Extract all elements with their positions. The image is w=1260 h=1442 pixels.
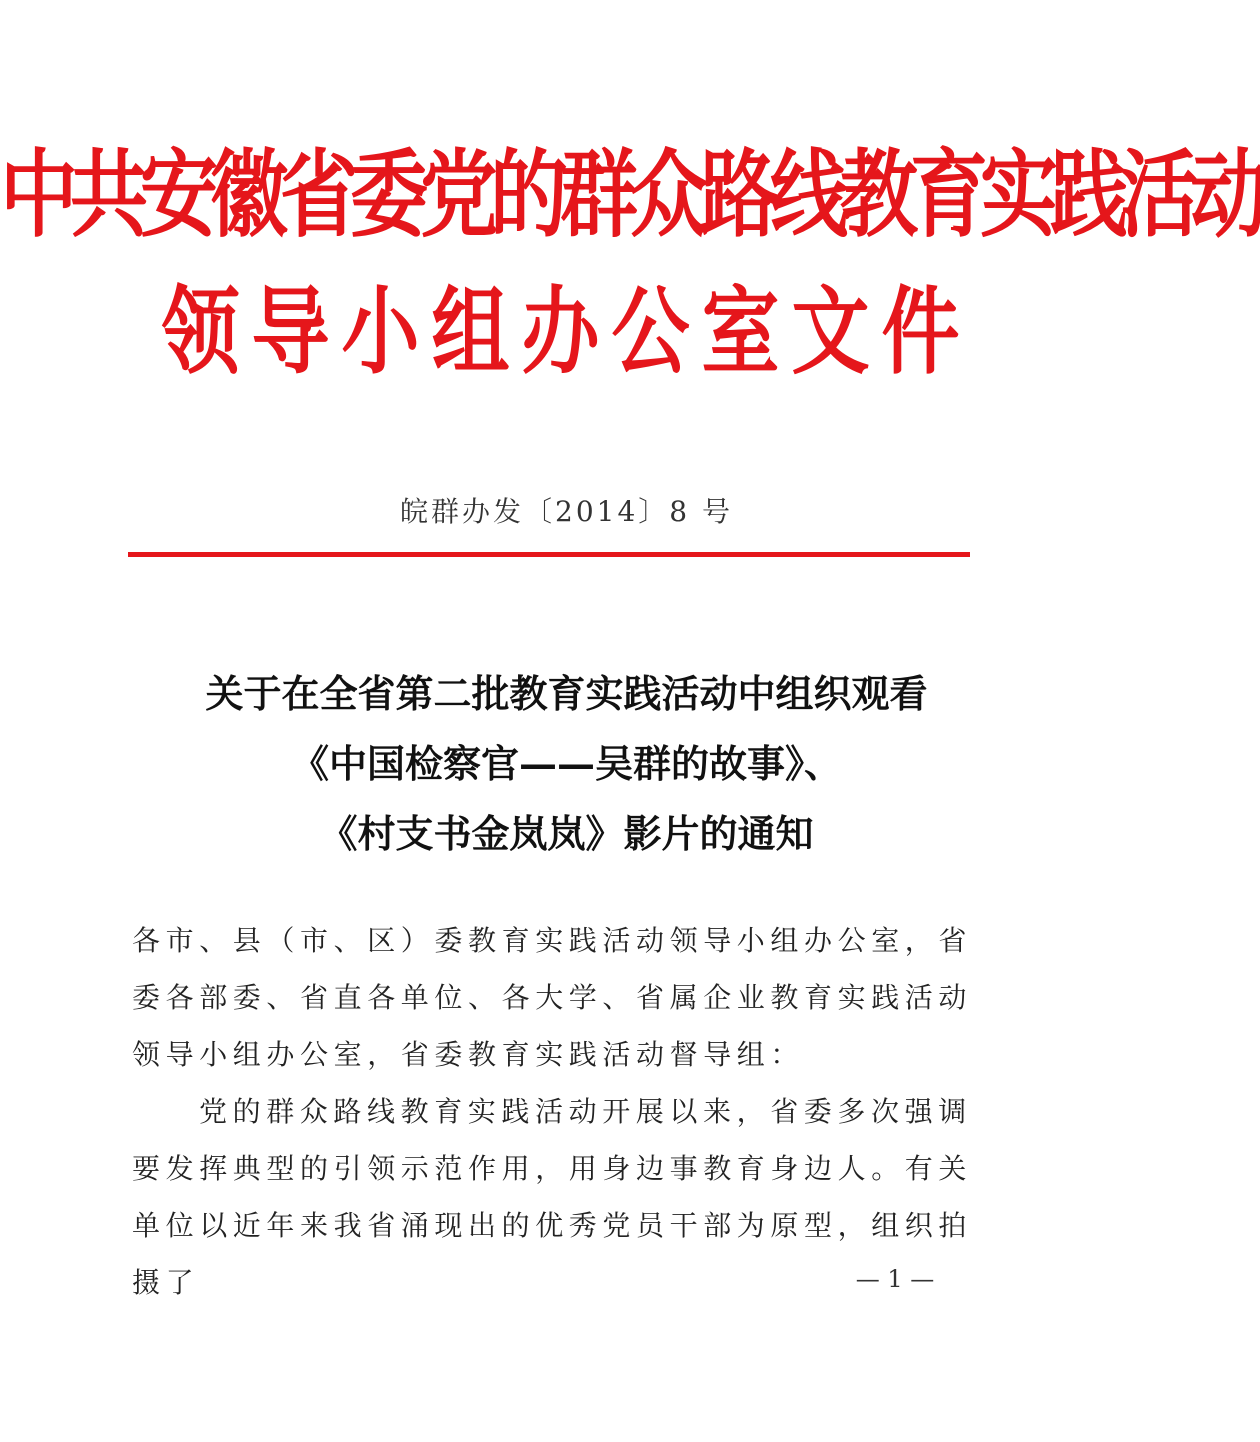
addressee-text: 各市、县（市、区）委教育实践活动领导小组办公室，省委各部委、省直各单位、各大学、省属企业教育实践活动领导小组办公室，省委教育实践活动督导组：: [132, 924, 973, 1071]
red-divider-line: [128, 552, 970, 557]
notice-title-line1: 关于在全省第二批教育实践活动中组织观看: [205, 671, 928, 716]
body-paragraph: 党的群众路线教育实践活动开展以来，省委多次强调要发挥典型的引领示范作用，用身边事教育身边人。有关单位以近年来我省涌现出的优秀党员干部为原型，组织拍摄了: [132, 1095, 973, 1299]
notice-title-line3: 《村支书金岚岚》影片的通知: [319, 811, 814, 856]
issuing-authority-line1: 中共安徽省委党的群众路线教育实践活动: [0, 139, 1260, 251]
page-number: — 1 —: [855, 1265, 935, 1293]
issuing-authority-line2: 领导小组办公室文件: [161, 276, 972, 388]
document-number: 皖群办发〔2014〕8 号: [400, 495, 733, 528]
notice-title-line2: 《中国检察官——吴群的故事》、: [290, 741, 842, 786]
